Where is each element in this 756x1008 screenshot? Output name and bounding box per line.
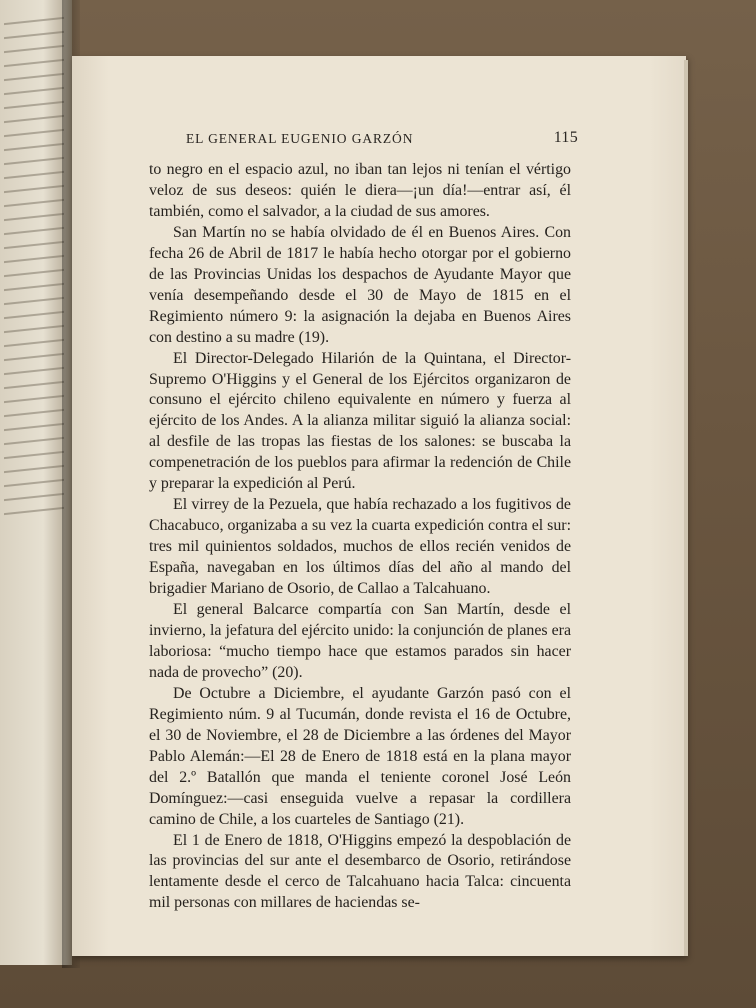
paragraph: El general Balcarce compartía con San Martín, desde el invierno, la jefatura del ejército unido: la conjunción de planes era laboriosa: “mucho tiempo hace que estamos parados sin hacer nada de provecho” (20).	[149, 601, 571, 681]
facing-page-bleed-lines	[4, 20, 64, 524]
paragraph: El virrey de la Pezuela, que había rechazado a los fugitivos de Chacabuco, organizaba a su vez la cuarta expedición contra el sur: tres mil quinientos soldados, muchos de ellos recién venidos de España, navegaban en los últimos días del año al mando del brigadier Mariano de Osorio, de Callao a Talcahuano.	[149, 496, 571, 598]
page-number: 115	[553, 129, 578, 146]
paragraph: San Martín no se había olvidado de él en Buenos Aires. Con fecha 26 de Abril de 1817 le había hecho otorgar por el gobierno de las Provincias Unidas los despachos de Ayudante Mayor que venía desempeñando desde el 30 de Mayo de 1815 en el Regimiento número 9: la asignación la dejaba en Buenos Aires con destino a su madre (19).	[149, 223, 571, 346]
paragraph-continuation: to negro en el espacio azul, no iban tan lejos ni tenían el vértigo veloz de sus deseos: quién le diera—¡un día!—entrar así, él también, como el salvador, a la ciudad de sus amores.	[149, 161, 571, 220]
paragraph: El Director-Delegado Hilarión de la Quintana, el Director-Supremo O'Higgins y el General de los Ejércitos organizaron de consuno el ejército chileno equivalente en número y fuerza al ejército de los Andes. A la alianza militar siguió la alianza social: al desfile de las tropas las fiestas de los salones: se buscaba la compenetración de los pueblos para afirmar la redención de Chile y preparar la expedición al Perú.	[149, 349, 571, 493]
body-text	[149, 160, 571, 914]
page-header	[186, 131, 578, 151]
running-title: EL GENERAL EUGENIO GARZÓN	[186, 131, 414, 146]
paragraph: De Octubre a Diciembre, el ayudante Garzón pasó con el Regimiento núm. 9 al Tucumán, donde revista el 16 de Octubre, el 30 de Noviembre, el 28 de Diciembre a las órdenes del Mayor Pablo Alemán:—El 28 de Enero de 1818 está en la plana mayor del 2.º Batallón que manda el teniente coronel José León Domínguez:—casi enseguida vuelve a repasar la cordillera camino de Chile, a los cuarteles de Santiago (21).	[149, 684, 571, 828]
page-stack-edge	[684, 60, 688, 956]
paragraph: El 1 de Enero de 1818, O'Higgins empezó la despoblación de las provincias del sur ante el desembarco de Osorio, retirándose lentamente desde el cerco de Talcahuano hacia Talca: cincuenta mil personas con millares de haciendas se-	[149, 831, 571, 912]
